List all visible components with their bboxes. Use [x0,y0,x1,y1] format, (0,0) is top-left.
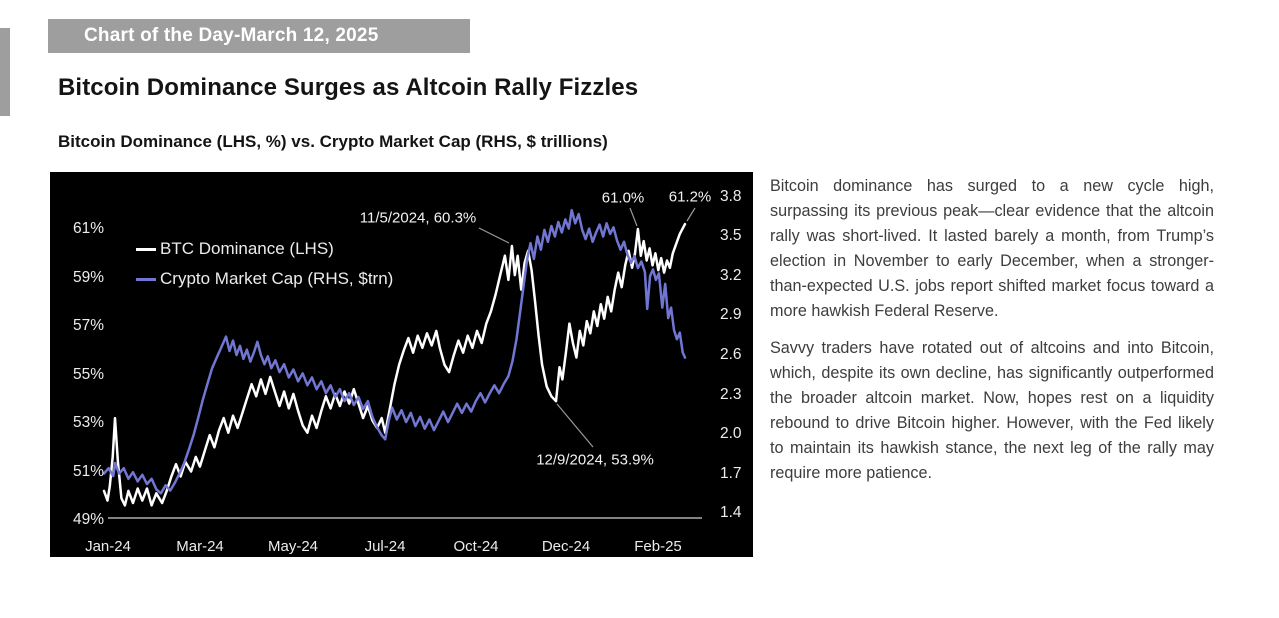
chart-legend [136,234,393,294]
annotation: 12/9/2024, 53.9% [536,451,654,469]
y-axis-right-tick: 2.0 [720,425,742,442]
y-axis-right-tick: 2.3 [720,386,742,403]
x-axis-tick: May-24 [267,538,319,555]
chart-subtitle: Bitcoin Dominance (LHS, %) vs. Crypto Market Cap (RHS, $ trillions) [58,132,608,151]
x-axis-tick: Mar-24 [176,538,224,555]
commentary-paragraph: Savvy traders have rotated out of altcoins and into Bitcoin, which, despite its own decline, has significantly outperformed the broader altcoin market. Now, hopes rest on a liquidity rebound to drive Bitcoin higher. However, with the Fed likely to maintain its hawkish stance, the next leg of the rally may require more patience. [770,339,1214,482]
y-axis-right-tick: 1.7 [720,465,742,482]
x-axis-tick: Feb-25 [634,538,682,555]
y-axis-right-tick: 2.9 [720,306,742,323]
y-axis-right-tick: 3.2 [720,267,742,284]
y-axis-right-tick: 3.8 [720,188,742,205]
commentary [770,174,1214,486]
chart-of-day-badge [48,19,470,53]
legend-item [136,234,393,264]
legend-line-swatch [136,278,156,281]
y-axis-left-tick: 49% [72,511,104,528]
accent-bar [0,28,10,116]
chart-canvas [50,172,753,557]
commentary-paragraph: Bitcoin dominance has surged to a new cycle high, surpassing its previous peak—clear evidence that the altcoin rally was short-lived. It lasted barely a month, from Trump’s election in November to early December, when a stronger-than-expected U.S. jobs report shifted market focus toward a more hawkish Federal Reserve. [770,177,1214,320]
legend-label: BTC Dominance (LHS) [160,239,334,258]
legend-line-swatch [136,248,156,251]
y-axis-right-tick: 3.5 [720,227,742,244]
badge-label: Chart of the Day-March 12, 2025 [84,25,379,46]
chart [50,172,753,557]
x-axis-tick: Dec-24 [541,538,591,555]
x-axis-tick: Jul-24 [364,538,406,555]
annotation: 61.0% [601,189,645,207]
y-axis-left-tick: 55% [72,366,104,383]
y-axis-left-tick: 57% [72,317,104,334]
y-axis-left-tick: 59% [72,269,104,286]
legend-label: Crypto Market Cap (RHS, $trn) [160,269,394,288]
y-axis-right-tick: 1.4 [720,504,742,521]
x-axis-tick: Oct-24 [453,538,499,555]
x-axis-tick: Jan-24 [85,538,131,555]
y-axis-left-tick: 51% [72,463,104,480]
page-title: Bitcoin Dominance Surges as Altcoin Rally Fizzles [58,74,639,101]
annotation: 11/5/2024, 60.3% [359,209,477,227]
y-axis-left-tick: 53% [72,414,104,431]
annotation: 61.2% [668,188,712,206]
y-axis-right-tick: 2.6 [720,346,742,363]
y-axis-left-tick: 61% [72,220,104,237]
legend-item [136,264,393,294]
